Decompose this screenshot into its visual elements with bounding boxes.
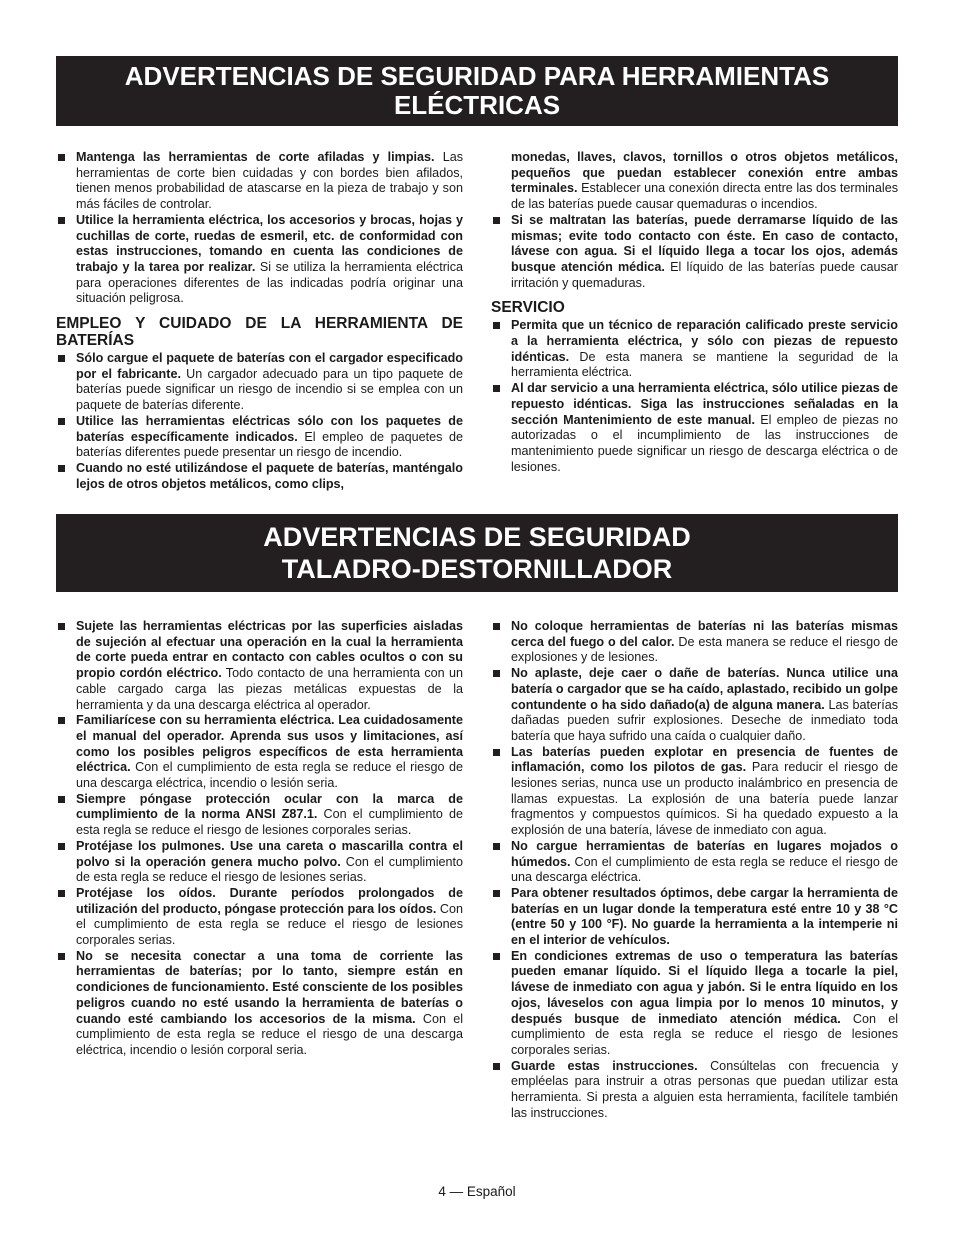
page-footer: 4 — Español [438,1184,516,1199]
list-item: Cuando no esté utilizándose el paquete de baterías, manténgalo lejos de otros objetos metálicos, como clips, [56,461,463,492]
subsection-heading-battery: EMPLEO Y CUIDADO DE LA HERRAMIENTA DE BATERÍAS [56,315,463,350]
list-item: Al dar servicio a una herramienta eléctrica, sólo utilice piezas de repuesto idénticas. Siga las instrucciones señaladas en la sección Mantenimiento de este manual. El empleo de piezas no autorizadas o el incumplimiento de las instrucciones de mantenimiento puede significar un riesgo de descarga eléctrica o de lesiones. [491,381,898,475]
section-title-line: ADVERTENCIAS DE SEGURIDAD PARA HERRAMIENTAS [124,61,830,91]
list-item: Sólo cargue el paquete de baterías con el cargador especificado por el fabricante. Un cargador adecuado para un tipo paquete de baterías puede significar un riesgo de incendio si se emplea con un paquete de baterías diferente. [56,351,463,414]
list-item: Permita que un técnico de reparación calificado preste servicio a la herramienta eléctrica, y sólo con piezas de repuesto idénticas. De esta manera se mantiene la seguridad de la herramienta eléctrica. [491,318,898,381]
list-item: No se necesita conectar a una toma de corriente las herramientas de baterías; por lo tanto, siempre están en condiciones de funcionamiento. Esté consciente de los posibles peligros cuando no esté usando la herramienta de baterías o cuando esté cambiando los accesorios de la misma. Con el cumplimiento de esta regla se reduce el riesgo de una descarga eléctrica, incendio o lesión corporal seria. [56,949,463,1059]
section-title-power-tools [56,56,898,126]
list-item: Protéjase los oídos. Durante períodos prolongados de utilización del producto, póngase protección para los oídos. Con el cumplimiento de esta regla se reduce el riesgo de lesiones corporales serias. [56,886,463,949]
list-item: Guarde estas instrucciones. Consúltelas con frecuencia y empléelas para instruir a otras personas que puedan utilizar esta herramienta. Si presta a alguien esta herramienta, facilítele también las instrucciones. [491,1059,898,1122]
list-item: En condiciones extremas de uso o temperatura las baterías pueden emanar líquido. Si el líquido llega a tocarle la piel, lávese de inmediato con agua y jabón. Si le entra líquido en los ojos, láveselos con agua limpia por lo menos 10 minutos, y después busque de inmediato atención médica. Con el cumplimiento de esta regla se reduce el riesgo de lesiones corporales serias. [491,949,898,1059]
list-item: Las baterías pueden explotar en presencia de fuentes de inflamación, como los pilotos de gas. Para reducir el riesgo de lesiones serias, nunca use un producto inalámbrico en presencia de llamas expuestas. La explosión de una batería puede lanzar fragmentos y compuestos químicos. Si ha quedado expuesto a la explosión de una batería, lávese de inmediato con agua. [491,745,898,839]
list-item: Utilice la herramienta eléctrica, los accesorios y brocas, hojas y cuchillas de corte, ruedas de esmeril, etc. de conformidad con estas instrucciones, tomando en cuenta las condiciones de trabajo y la tarea por realizar. Si se utiliza la herramienta eléctrica para operaciones diferentes de las indicadas podría originar una situación peligrosa. [56,213,463,307]
section-title-line: ELÉCTRICAS [393,90,561,120]
column-right [491,150,898,475]
column-left [56,619,463,1059]
section-title-line: TALADRO-DESTORNILLADOR [281,554,673,584]
list-item: No coloque herramientas de baterías ni las baterías mismas cerca del fuego o del calor. De esta manera se reduce el riesgo de explosiones y de lesiones. [491,619,898,666]
list-item: No cargue herramientas de baterías en lugares mojados o húmedos. Con el cumplimiento de esta regla se reduce el riesgo de una descarga eléctrica. [491,839,898,886]
list-item: Sujete las herramientas eléctricas por las superficies aisladas de sujeción al efectuar una operación en la cual la herramienta de corte pueda entrar en contacto con cables ocultos o con su propio cordón eléctrico. Todo contacto de una herramienta con un cable cargado carga las piezas metálicas expuestas de la herramienta y da una descarga eléctrica al operador. [56,619,463,713]
list-item: Para obtener resultados óptimos, debe cargar la herramienta de baterías en un lugar donde la temperatura esté entre 10 y 38 °C (entre 50 y 100 °F). No guarde la herramienta a la intemperie ni en el interior de vehículos. [491,886,898,949]
section-title-line: ADVERTENCIAS DE SEGURIDAD [263,522,691,552]
subsection-heading-service: SERVICIO [491,299,565,317]
list-item: Si se maltratan las baterías, puede derramarse líquido de las mismas; evite todo contacto con éste. En caso de contacto, lávese con agua. Si el líquido llega a tocar los ojos, además busque atención médica. El líquido de las baterías puede causar irritación y quemaduras. [491,213,898,292]
column-left [56,150,463,492]
section-title-drill [56,514,898,592]
list-item: Familiarícese con su herramienta eléctrica. Lea cuidadosamente el manual del operador. Aprenda sus usos y limitaciones, así como los posibles peligros específicos de esta herramienta eléctrica. Con el cumplimiento de esta regla se reduce el riesgo de una descarga eléctrica, incendio o lesión seria. [56,713,463,792]
list-item: Protéjase los pulmones. Use una careta o mascarilla contra el polvo si la operación genera mucho polvo. Con el cumplimiento de esta regla se reduce el riesgo de lesiones serias. [56,839,463,886]
list-item-continuation: monedas, llaves, clavos, tornillos o otros objetos metálicos, pequeños que puedan establecer conexión entre ambas terminales. Establecer una conexión directa entre las dos terminales de las baterías puede causar quemaduras o incendios. [511,150,898,212]
list-item: No aplaste, deje caer o dañe de baterías. Nunca utilice una batería o cargador que se ha caído, aplastado, recibido un golpe contundente o ha sido dañado(a) de alguna manera. Las baterías dañadas pueden sufrir explosiones. Deseche de inmediato toda batería que haya sufrido una caída o cualquier daño. [491,666,898,745]
list-item: Siempre póngase protección ocular con la marca de cumplimiento de la norma ANSI Z87.1. Con el cumplimiento de esta regla se reduce el riesgo de lesiones corporales serias. [56,792,463,839]
list-item: Utilice las herramientas eléctricas sólo con los paquetes de baterías específicamente indicados. El empleo de paquetes de baterías diferentes puede presentar un riesgo de incendio. [56,414,463,461]
list-item: Mantenga las herramientas de corte afiladas y limpias. Las herramientas de corte bien cuidadas y con bordes bien afilados, tienen menos probabilidad de atascarse en la pieza de trabajo y son más fáciles de controlar. [56,150,463,213]
column-right [491,619,898,1122]
